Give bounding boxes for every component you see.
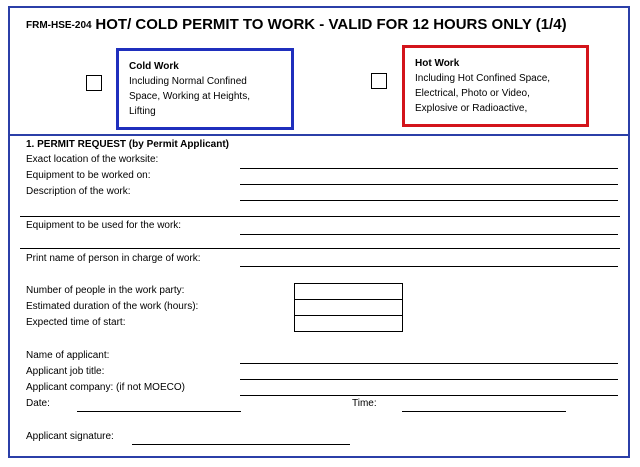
applicant-job-field[interactable] xyxy=(240,379,618,380)
cold-work-box xyxy=(116,48,294,130)
people-count-label: Number of people in the work party: xyxy=(26,285,185,296)
applicant-name-field[interactable] xyxy=(240,363,618,364)
date-field[interactable] xyxy=(77,411,241,412)
signature-label: Applicant signature: xyxy=(26,431,114,442)
cold-work-title: Cold Work xyxy=(129,61,179,72)
signature-field[interactable] xyxy=(132,444,350,445)
cold-work-desc-3: Lifting xyxy=(129,106,156,117)
location-field[interactable] xyxy=(240,168,618,169)
equipment-worked-label: Equipment to be worked on: xyxy=(26,170,151,181)
cold-work-checkbox[interactable] xyxy=(86,75,102,91)
date-label: Date: xyxy=(26,398,50,409)
form-code: FRM-HSE-204 xyxy=(26,20,92,31)
start-time-label: Expected time of start: xyxy=(26,317,126,328)
applicant-company-label: Applicant company: (if not MOECO) xyxy=(26,382,185,393)
equipment-used-field[interactable] xyxy=(240,234,618,235)
hot-work-desc-3: Explosive or Radioactive, xyxy=(415,103,528,114)
person-in-charge-field[interactable] xyxy=(240,266,618,267)
location-label: Exact location of the worksite: xyxy=(26,154,159,165)
row-separator xyxy=(20,248,620,249)
row-separator xyxy=(20,216,620,217)
people-count-field[interactable] xyxy=(294,283,403,300)
hot-work-desc-1: Including Hot Confined Space, xyxy=(415,73,551,84)
hot-work-title: Hot Work xyxy=(415,58,460,69)
hot-work-checkbox[interactable] xyxy=(371,73,387,89)
time-label: Time: xyxy=(352,398,377,409)
equipment-used-label: Equipment to be used for the work: xyxy=(26,220,182,231)
applicant-name-label: Name of applicant: xyxy=(26,350,110,361)
cold-work-desc-1: Including Normal Confined xyxy=(129,76,247,87)
time-field[interactable] xyxy=(402,411,566,412)
permit-form xyxy=(8,6,630,458)
applicant-company-field[interactable] xyxy=(240,395,618,396)
equipment-worked-field[interactable] xyxy=(240,184,618,185)
duration-field[interactable] xyxy=(294,299,403,316)
section-divider xyxy=(10,134,628,136)
duration-label: Estimated duration of the work (hours): xyxy=(26,301,199,312)
description-field[interactable] xyxy=(240,200,618,201)
person-in-charge-label: Print name of person in charge of work: xyxy=(26,253,201,264)
section1-heading: 1. PERMIT REQUEST (by Permit Applicant) xyxy=(26,139,229,150)
applicant-job-label: Applicant job title: xyxy=(26,366,105,377)
hot-work-box xyxy=(402,45,589,127)
start-time-field[interactable] xyxy=(294,315,403,332)
form-title: HOT/ COLD PERMIT TO WORK - VALID FOR 12 HOURS ONLY (1/4) xyxy=(95,16,567,33)
cold-work-desc-2: Space, Working at Heights, xyxy=(129,91,250,102)
description-label: Description of the work: xyxy=(26,186,131,197)
hot-work-desc-2: Electrical, Photo or Video, xyxy=(415,88,530,99)
